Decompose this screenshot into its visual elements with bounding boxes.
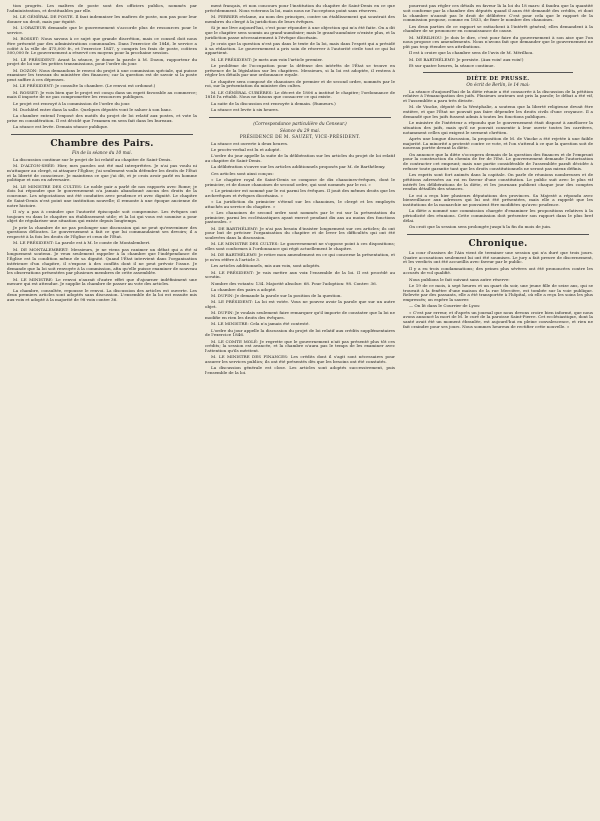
paragraph: M. DE MONTALEMBERT: Messieurs, je ne viens pas ranimer un débat qui a été si longuement soutenu. Je veux seulement rappeler à la chambre que l'indépendance de l'Église est la condition même de sa dignité. Quand l'État intervient dans l'organisation intérieure d'un chapitre, il s'expose à des conflits dont il ne peut prévoir l'issue. Je demande que la loi soit renvoyée à la commission, afin qu'elle puisse examiner de nouveau les observations présentées par plusieurs membres de cette assemblée. — [7, 246, 197, 276]
paragraph: Les articles additionnels, mis aux voix, sont adoptés. — [211, 263, 321, 269]
paragraph: M. LE PRÉSIDENT: La loi est votée. Vous ne pouvez avoir la parole que sur un autre objet. — [205, 299, 395, 309]
paragraph: Le projet est renvoyé à la commission de l'ordre du jour. — [13, 100, 131, 106]
paragraph: M. MÉRILHOU: Je dois le dire, c'est pour faire du gouvernement à son aise que l'on nous propose ces amendements. Nous n'avons fait que demander que le gouvernement ne pût pas trop étendre ses attributions. — [403, 34, 593, 49]
correspondence-date: Séance du 29 mai. — [279, 128, 321, 134]
dateline: On écrit de Berlin, le 14 mai: — [466, 82, 530, 88]
paragraph: M. DE BARTHÉLEMY: Je persiste. (Aux voix! aux voix!) — [409, 56, 524, 62]
paragraph: « C'est par erreur, et d'après un journal que nous devons croire bien informé, que nous avons annoncé la mort de M. le curé de la paroisse Saint-Pierre. Cet ecclésiastique, dont la santé avait été un moment ébranlée, est aujourd'hui en pleine convalescence, et rien ne fait craindre pour ses jours. Nous sommes heureux de rectifier cette nouvelle. » — [403, 309, 593, 329]
paragraph: M. L'ORATEUR demande que le gouvernement s'accorde plus de ressources pour le service. — [7, 25, 197, 35]
paragraph: Je crois que la question n'est pas dans le texte de la loi, mais dans l'esprit qui a présidé à sa rédaction. Le gouvernement a pris soin de réserver à l'autorité civile tout ce qui lui appartient. — [205, 40, 395, 56]
paragraph: Le 19 de ce mois, à sept heures et un quart du soir, une jeune fille de seize ans, qui se trouvait à la fenêtre d'une maison de la rue Mercière, est tombée sur la voie publique. Relevée par des passants, elle a été transportée à l'hôpital, où elle a reçu les soins les plus empressés; on espère la sauver. — [403, 282, 593, 302]
paragraph: ment français, et non concours pour l'institution du chapitre de Saint-Denis en ce que précédemment. Nous voterons la loi, mais nous ne l'acceptons point sans réserves. — [205, 4, 395, 13]
section-divider — [209, 117, 391, 118]
paragraph: M. LE PRÉSIDENT: Je consulte la chambre. (Le renvoi est ordonné.) — [13, 83, 156, 89]
section-divider — [11, 134, 193, 135]
paragraph: Les deux parties de ce rapport se rattachent à l'intérêt général; elles demandent à la chambre de se prononcer en connaissance de cause. — [403, 23, 593, 34]
paragraph: Le ministre de l'intérieur a répondu que le gouvernement était disposé à améliorer la situation des juifs, mais qu'il ne pouvait consentir à leur ouvrir toutes les carrières, notamment celles qui exigent le serment chrétien. — [403, 120, 593, 135]
paragraph: Ces articles sont ainsi conçus: — [211, 170, 274, 176]
paragraph: M. ROSSET: Nous savons à ce sujet que grande discrétion, mais ce conseil doit nous être présenté par des administrations communales. Dans l'exercice de 1846, le service a coûté à la ville de 475,000 fr., et l'exercice 1847, y compris les frais de poste, coûtera 500,000 fr. Le gouvernement a réservé ces moyens pour la prochaine session. — [7, 36, 197, 56]
paragraph: M. de Vincke, député de la Westphalie, a soutenu que la liberté religieuse devait être entière, et que l'État ne pouvait pas faire dépendre les droits civils d'une croyance. Il a demandé que les juifs fussent admis à toutes les fonctions publiques. — [403, 104, 593, 119]
paragraph: La chambre des pairs a adopté. — [211, 286, 277, 292]
paragraph: M. LE PRÉSIDENT: Je vais mettre aux voix l'ensemble de la loi. Il est procédé au scrutin. — [205, 269, 395, 280]
paragraph: M. LE COMTE MOLÉ: Je regrette que le gouvernement n'ait pas présenté plus tôt ces crédits; la session est avancée, et la chambre n'aura pas le temps de les examiner avec l'attention qu'ils méritent. — [205, 338, 395, 353]
paragraph: Je prie la chambre de ne pas prolonger une discussion qui ne peut qu'envenimer des questions délicates. Le gouvernement a fait ce que lui commandaient ses devoirs; il a respecté à la fois les droits de l'Église et ceux de l'État. — [7, 224, 197, 239]
paragraph: Il est à croire que la chambre sera de l'avis de M. Mérilhou. — [409, 50, 534, 56]
section-divider — [423, 72, 573, 73]
paragraph: Et sur quatre heures, la séance continue. — [409, 62, 495, 68]
paragraph: tion progrès. Les maîtres de poste sont des officiers publics, nommés par l'administration, et destituables par elle. — [7, 4, 197, 13]
paragraph: La séance d'aujourd'hui de la diète réunie a été consacrée à la discussion de la pétition relative à l'émancipation des juifs. Plusieurs orateurs ont pris la parole; le débat a été vif, et l'assemblée a paru très divisée. — [403, 88, 593, 103]
paragraph: Le roi a reçu hier plusieurs députations des provinces. Sa Majesté a répondu avec bienveillance aux adresses qui lui ont été présentées, mais elle a rappelé que les institutions de la monarchie ne pouvaient être modifiées qu'avec prudence. — [403, 192, 593, 207]
paragraph: M. LE PRÉSIDENT: Avant la séance, je donne la parole à M. Dozon, rapporteur du projet de loi sur les petites transmissions, pour l'ordre du jour. — [7, 56, 197, 67]
paragraph: M. LE PRÉSIDENT: La parole est à M. le comte de Montalembert. — [13, 240, 151, 246]
paragraph: pourront pas régler ces détails en faveur là la loi du 18 mars: il faudra que la quantité soit conforme par la chambre des députés quand il aura été demandé des crédits, et dont la chambre n'aurait pas le droit de délibérer. C'est pour cela que le rapport de la commission propose, comme en 1833, de fixer le nombre des chanoines. — [403, 4, 593, 23]
presidency-line: PRÉSIDENCE DE M. SAUZET, VICE-PRÉSIDENT. — [239, 134, 361, 140]
column-3 — [403, 4, 593, 817]
paragraph: M. LE GÉNÉRAL CUBIÈRES: Le décret de 1806 a institué le chapitre; l'ordonnance de 1816 l'a rétabli. Nous ne faisons que consacrer ce qui existe. — [205, 89, 395, 100]
paragraph: Le problème de l'occupation pour la défense des intérêts de l'État se trouve en présence de la législation sur les chapitres. Messieurs, si la loi est adoptée, il restera à régler les détails par une ordonnance royale. — [205, 62, 395, 78]
paragraph: M. FERRIER réclame, au nom des principes, contre un établissement qui soustrait des membres du clergé à la juridiction de leurs évêques. — [205, 14, 395, 24]
section-subtitle: Fin de la séance du 10 mai. — [72, 150, 132, 156]
section-title-chronique: Chronique. — [468, 238, 528, 249]
paragraph: La chambre entend l'exposé des motifs du projet de loi relatif aux postes, et vote la prise en considération. Il est décidé que l'examen en sera fait dans les bureaux. — [7, 113, 197, 123]
paragraph: M. DOZON: Nous demandons le renvoi du projet à une commission spéciale, qui puisse examiner les travaux du ministère des finances; car la question est de savoir si la poste peut suffire à ces dépenses. — [7, 67, 197, 82]
section-divider — [407, 234, 589, 235]
column-1 — [7, 4, 197, 817]
paragraph: Nombre des votants: 134. Majorité absolue: 68. Pour l'adoption: 98. Contre: 36. — [211, 280, 378, 286]
paragraph: M. DE BARTHÉLEMY: Je retire mon amendement en ce qui concerne la présentation, et je m'en réfère à l'article 3. — [205, 252, 395, 262]
paragraph: La chambre, consultée, repousse le renvoi. La discussion des articles est ouverte. Les deux premiers articles sont adoptés sans discussion. L'ensemble de la loi est ensuite mis aux voix et adopté à la majorité de 98 voix contre 36. — [7, 287, 197, 302]
paragraph: Il n'y a pas à craindre que l'autorité épiscopale soit compromise. Les évêques ont toujours vu dans le chapitre un établissement utile; et la loi qui vous est soumise a pour objet de régulariser une situation qui existe depuis longtemps. — [7, 208, 197, 224]
paragraph: M. LE GÉNÉRAL DE POSTE. Il faut indemniser les maîtres de poste, non pas pour leur donner un droit, mais par équité. — [7, 14, 197, 24]
paragraph: M. LE MINISTRE DES FINANCES: Les crédits dont il s'agit sont nécessaires pour assurer les services publics; ils ont été présentés dès que les besoins ont été constatés. — [205, 354, 395, 364]
paragraph: Le procès-verbal est lu et adopté. — [211, 147, 281, 152]
paragraph: La discussion générale est close. Les articles sont adoptés successivement, puis l'ensemble de la loi. — [205, 365, 395, 375]
column-2 — [205, 4, 395, 817]
paragraph: Nous publions le fait suivant sans autre réserve: — [409, 276, 510, 282]
paragraph: On croit que la session sera prolongée jusqu'à la fin du mois de juin. — [409, 224, 552, 229]
paragraph: Après une longue discussion, la proposition de M. de Vincke a été rejetée à une faible majorité. La minorité a protesté contre ce vote, et l'on s'attend à ce que la question soit de nouveau portée devant la diète. — [403, 135, 593, 151]
correspondence-title: (Correspondance particulière du Censeur.) — [253, 121, 347, 127]
paragraph: La diète a nommé une commission chargée d'examiner les propositions relatives à la périodicité des réunions. Cette commission doit présenter son rapport dans le plus bref délai. — [403, 208, 593, 223]
paragraph: « La juridiction du primicier s'étend sur les chanoines, le clergé et les employés attachés au service du chapitre. » — [205, 198, 395, 209]
paragraph: M. DUPIN: Je voulais seulement faire remarquer qu'il importe de constater que la loi ne modifie en rien les droits des évêques. — [205, 310, 395, 320]
paragraph: « Le chapitre royal de Saint-Denis se compose de dix chanoines-évêques, dont le primicier, et de douze chanoines de second ordre, qui sont nommés par le roi. » — [205, 176, 395, 187]
paragraph: M. LE MINISTRE DES CULTES: Le gouvernement ne s'oppose point à ces dispositions; elles sont conformes à l'ordonnance qui régit actuellement le chapitre. — [205, 241, 395, 251]
paragraph: La discussion continue sur le projet de loi relatif au chapitre de Saint-Denis. — [13, 156, 172, 162]
paragraph: On annonce que la diète s'occupera demain de la question des finances et de l'emprunt pour la construction du chemin de fer de l'Est. Le gouvernement demande l'autorisation de contracter cet emprunt; mais une partie considérable de l'assemblée paraît décidée à refuser toute garantie tant que les droits constitutionnels ne seront pas mieux définis. — [403, 151, 593, 171]
paragraph: M. Duchâtel entre dans la salle. Quelques députés vont le saluer à son banc. — [13, 106, 173, 112]
paragraph: La séance est levée à six heures. — [211, 106, 279, 112]
paragraph: M. ROSSET: Je vois bien que le projet est conçu dans un esprit favorable au commerce; mais il importe de ne pas compromettre les ressources publiques. — [7, 89, 197, 100]
paragraph: Il y a eu trois condamnations; des peines plus sévères ont été prononcées contre les accusés de vol qualifié. — [403, 265, 593, 276]
paragraph: La délibération s'ouvre sur les articles additionnels proposés par M. de Barthélemy. — [211, 164, 386, 170]
paragraph: M. DE BARTHÉLEMY: Je n'ai pas besoin d'insister longuement sur ces articles; ils ont pour but de préciser l'organisation du chapitre et de lever les difficultés qui ont été soulevées dans la discussion. — [205, 225, 395, 240]
section-title-chambre-des-pairs: Chambre des Pairs. — [50, 138, 154, 149]
paragraph: La cour d'assises de l'Ain vient de terminer une session qui n'a duré que trois jours. Quatre accusations seulement lui ont été soumises. Le jury a fait preuve de discernement, et les verdicts ont été accueillis avec faveur par le public. — [403, 249, 593, 265]
paragraph: Si je me lève aujourd'hui, c'est pour répondre à une objection qui m'a été faite. On a dit que le chapitre sera soumis au grand-aumônier; mais le grand-aumônier n'existe plus, et la juridiction passe nécessairement à l'évêque diocésain. — [205, 25, 395, 40]
paragraph: M. D'ALTON-SHÉE: Hier, mes paroles ont été mal interprétées. Je n'ai pas voulu ni m'attaquer au clergé, ni attaquer l'Église; j'ai seulement voulu défendre les droits de l'État et la liberté de conscience. Je maintiens ce que j'ai dit, et je crois avoir parlé en homme politique et non en adversaire. — [7, 163, 197, 183]
paragraph: — On lit dans le Courrier de Lyon: — [409, 303, 481, 309]
paragraph: M. LE PRÉSIDENT: Je mets aux voix l'article premier. — [211, 56, 323, 62]
paragraph: La séance est ouverte à deux heures. — [211, 140, 289, 146]
section-title-diete-de-prusse: DIÈTE DE PRUSSE. — [466, 75, 530, 82]
paragraph: La suite de la discussion est renvoyée à demain. (Rumeurs.) — [211, 100, 336, 106]
paragraph: M. LE MINISTRE DES CULTES: Le noble pair a parlé de nos rapports avec Rome; je dois lui répondre que le gouvernement n'a jamais abandonné aucun des droits de la couronne. Les négociations ont été conduites avec prudence et avec dignité. Le chapitre de Saint-Denis n'est point une institution nouvelle; il remonte à une époque ancienne de notre histoire. — [7, 183, 197, 208]
paragraph: « Le primicier est nommé par le roi parmi les évêques. Il jouit des mêmes droits que les archevêques et évêques diocésains. » — [205, 187, 395, 198]
paragraph: La séance est levée. Demain séance publique. — [13, 124, 109, 129]
paragraph: L'ordre du jour appelle la discussion du projet de loi relatif aux crédits supplémentaires de l'exercice 1846. — [205, 327, 395, 338]
paragraph: Le chapitre sera composé de chanoines de premier et de second ordre, nommés par le roi, sur la présentation du ministre des cultes. — [205, 78, 395, 89]
paragraph: M. DUPIN: Je demande la parole sur la position de la question. — [211, 293, 342, 298]
paragraph: Les esprits sont fort animés dans la capitale. On parle de réunions nombreuses et de pétitions adressées au roi en faveur d'une constitution. Le public suit avec le plus vif intérêt les délibérations de la diète, et les journaux publient chaque jour des comptes rendus détaillés des séances. — [403, 172, 593, 192]
paragraph: « Les chanoines de second ordre sont nommés par le roi sur la présentation du primicier, parmi les ecclésiastiques ayant exercé pendant dix ans au moins des fonctions pastorales. » — [205, 209, 395, 225]
paragraph: L'ordre du jour appelle la suite de la délibération sur les articles du projet de loi relatif au chapitre de Saint-Denis. — [205, 153, 395, 163]
paragraph: M. LE MINISTRE: Cela n'a jamais été contesté. — [211, 321, 310, 327]
paragraph: M. LE MINISTRE: Le renvoi n'aurait d'autre effet que d'ajourner indéfiniment une mesure qui est attendue. Je supplie la chambre de passer au vote des articles. — [7, 276, 197, 287]
